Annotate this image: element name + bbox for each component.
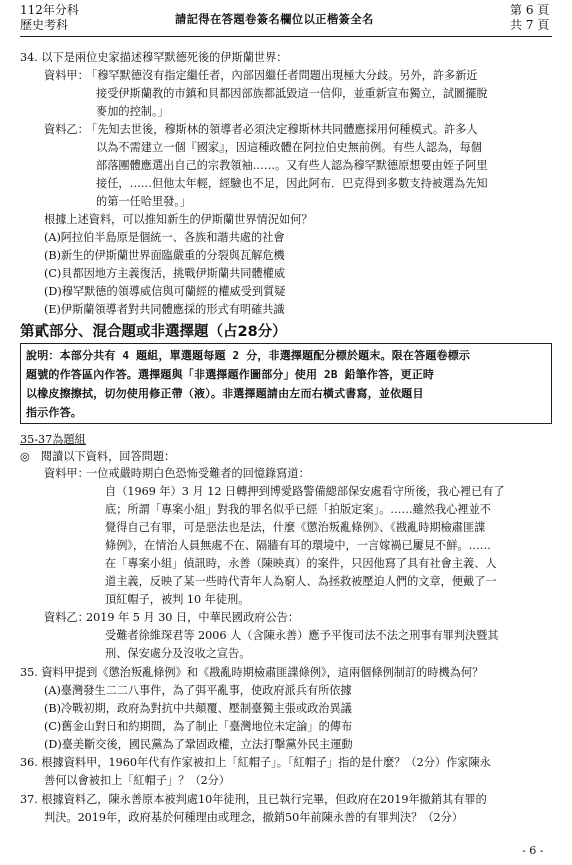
q34-source-a-line: 接受伊斯蘭教的市鎮和貝都因部族都詆毀這一信仰，並重新宣布獨立，試圖擺脫 [96,87,488,100]
q35-option-d: (D)臺美斷交後，國民黨為了鞏固政權，立法打擊黨外民主運動 [44,738,353,751]
q34-source-a-line: 「穆罕默德沒有指定繼任者，內部因繼任者問題出現極大分歧。另外，許多新近 [86,69,478,82]
q36-stem: 36. 根據資料甲，1960年代有作家被扣上「紅帽子」。「紅帽子」指的是什麼？（2分）作家陳永 [20,756,491,769]
instructions-line: 說明：本部分共有 4 題組，單選題每題 2 分，非選擇題配分標於題末。限在答題卷標示 [26,349,471,362]
q34-source-a-label: 資料甲： [44,69,89,82]
group-source-b-intro: 2019 年 5 月 30 日，中華民國政府公告： [86,611,300,624]
q34-source-b-label: 資料乙： [44,123,89,136]
q34-option-c: (C)貝都因地方主義復活，挑戰伊斯蘭共同體權威 [44,267,286,280]
q34-source-b-line: 接任，……但他太年輕，經驗也不足，因此阿布．巴克得到多數支持被選為先知 [96,177,488,190]
q36-stem-cont: 善何以會被扣上「紅帽子」？（2分） [44,774,231,787]
instructions-line: 題號的作答區內作答。選擇題與「非選擇題作圖部分」使用 2B 鉛筆作答，更正時 [26,368,435,381]
header-rule [20,36,552,37]
group-source-a-line: 覺得自己有罪，可是惡法也是法，什麼《懲治叛亂條例》、《戡亂時期檢肅匪諜 [105,521,486,534]
q34-source-b-line: 以為不需建立一個『國家』，因這種政體在阿拉伯史無前例。有些人認為，每個 [96,141,482,154]
q34-option-e: (E)伊斯蘭領導者對共同體應採的形式有明確共識 [44,303,285,316]
group-source-a-line: 在「專案小組」偵訊時，永善（陳映真）的案件，只因他寫了具有社會主義、人 [105,557,497,570]
q34-source-b-line: 的第一任哈里發。」 [96,195,192,208]
group-source-b-label: 資料乙： [44,611,89,624]
q34-stem: 34. 以下是兩位史家描述穆罕默德死後的伊斯蘭世界： [20,51,288,64]
group-source-a-line: 頂紅帽子，被判 10 年徒刑。 [105,593,250,606]
group-source-a-line: 自（1969 年）3 月 12 日轉押到博愛路警備總部保安處看守所後，我心裡已有了 [105,485,505,498]
group-source-a-line: 道主義，反映了某一些時代青年人為窮人、為拯救被壓迫人們的文章，便戴了一 [105,575,497,588]
section-title: 第貳部分、混合題或非選擇題（占28分） [20,324,287,340]
page-number: 第 6 頁 [510,3,550,17]
page-footer-number: - 6 - [522,844,544,857]
instructions-line: 以橡皮擦擦拭，切勿使用修正帶（液）。非選擇題請由左而右橫式書寫，並依題目 [26,387,424,400]
exam-subject: 歷史考科 [20,18,69,32]
question-group-label: 35-37為題組 [20,433,86,446]
signature-notice: 請記得在答題卷簽名欄位以正楷簽全名 [175,12,374,26]
q35-option-b: (B)冷戰初期，政府為對抗中共顛覆、壓制臺獨主張或政治異議 [44,702,352,715]
q35-option-a: (A)臺灣發生二二八事件，為了弭平亂事，使政府派兵有所依據 [44,684,352,697]
q37-stem: 37. 根據資料乙，陳永善原本被判處10年徒刑，且已執行完畢，但政府在2019年撤銷其有罪的 [20,793,487,806]
group-source-a-label: 資料甲： [44,467,89,480]
group-source-a-intro: 一位戒嚴時期白色恐怖受難者的回憶錄寫道： [86,467,310,480]
exam-year: 112年分科 [20,3,79,17]
q34-source-b-line: 部落團體應選出自己的宗教領袖……。又有些人認為穆罕默德原想要由姪子阿里 [96,159,488,172]
q34-option-a: (A)阿拉伯半島原是個統一、各族和諧共處的社會 [44,231,285,244]
q37-stem-cont: 判決。2019年，政府基於何種理由或理念，撤銷50年前陳永善的有罪判決？（2分） [44,811,464,824]
group-source-b-line: 刑、保安處分及沒收之宣告。 [105,647,251,660]
q35-option-c: (C)舊金山對日和約期間，為了制止「臺灣地位未定論」的傳布 [44,720,353,733]
q34-source-b-line: 「先知去世後，穆斯林的領導者必須決定穆斯林共同體應採用何種模式。許多人 [86,123,478,136]
group-source-a-line: 底；所謂「專案小組」對我的罪名似乎已經「拍版定案」。……雖然我心裡並不 [105,503,491,516]
instructions-line: 指示作答。 [26,406,82,419]
q34-option-d: (D)穆罕默德的領導威信與可蘭經的權威受到質疑 [44,285,286,298]
q34-source-a-line: 麥加的控制。」 [96,105,169,118]
q35-stem: 35. 資料甲提到《懲治叛亂條例》和《戡亂時期檢肅匪諜條例》，這兩個條例制訂的時機為何？ [20,666,484,679]
q34-option-b: (B)新生的伊斯蘭世界面臨嚴重的分裂與瓦解危機 [44,249,285,262]
group-source-a-line: 條例》，在情治人員無處不在、隔牆有耳的環境中，一言嫁禍已屢見不鮮。…… [105,539,491,552]
page-total: 共 7 頁 [510,18,550,32]
group-source-b-line: 受難者徐維琛君等 2006 人（含陳永善）應予平復司法不法之刑事有罪判決暨其 [105,629,499,642]
group-intro: ◎ 閱讀以下資料，回答問題： [20,450,176,463]
q34-question: 根據上述資料，可以推知新生的伊斯蘭世界情況如何？ [44,213,313,226]
